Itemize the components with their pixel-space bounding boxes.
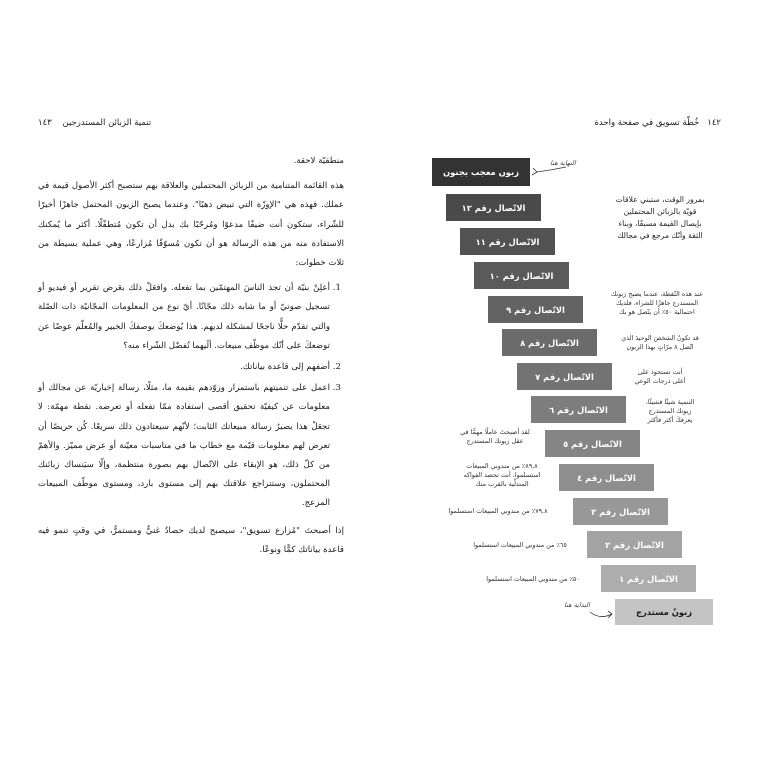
- start-label: البداية هنا: [564, 601, 590, 609]
- step-3: 3. اعمل على تنميتهم باستمرار وزوّدهم بقيمة ما، مثلًا، رسالة إخباريّة عن مجالك أو معلومات عن كيفيّة تحقيق أقصى استفادة ممّا تفعله أو تعرضه. نقطة مهمّة: لا تجعَلْ هذا يصيرُ رسالة مبيعاتك الثابت؛ لأنّهم سيعتادون ذلك سريعًا. كُن حريصًا أن تعرض لهم معلومات قيّمة مع خطاب ما في مناسبات معيّنة أو عرض مميّز. والأهمّ من كلّ ذلك، هو الإبقاء على الاتّصال بهم بصورة منتظمة، وإلّا سيَنساك زبائنك المحتملون، وستتراجع علاقتك بهم إلى مستوى بارد، ومستوى موظّف المبيعات المزعج.: [38, 379, 330, 513]
- paragraph-1: هذه القائمة المتنامية من الزبائن المحتملين والعلاقة بهم ستصبح أكثر الأصول قيمة في عملك. فهذه هي "الإوزّة التي تبيض ذهبًا". وعندما يصبح الزبون المحتمل جاهزًا أخيرًا للشّراء، ستكون أنت ضيفًا مدعوًا ومُرحّبًا بك بدل أن تكون مُتطفّلًا. أكثر ما يُمكنك الاستفادة منه من هذه الرسالة هو أن تكون مُسوّقًا مُزارعًا، وهي عملية بسيطة من ثلاث خطوات:: [38, 181, 344, 269]
- note-stair-6: التنمية شيئًا فشيئًا، زبونك المستدرج يعرفكَ أكثر فأكثر: [645, 398, 695, 424]
- left-page-title: تنمية الزبائن المستدرجين: [62, 118, 152, 128]
- stair-2: الاتّصال رقم ٢: [587, 531, 682, 558]
- bottom-box: زبونٌ مستدرج: [615, 599, 713, 625]
- end-label: النهاية هنا: [550, 159, 576, 167]
- stair-5: الاتّصال رقم ٥: [545, 430, 640, 457]
- step-1: 1. أعلِنْ بنيّة أن تجذ الناسَ المهتمّين بما تفعله. وافعَلْ ذلك بعَرض تقرير أو فيديو أو تسجيل صوتيّ أو ما شابه ذلك مجّانًا. أيّ نوع من المعلومات المجّانيّة ذات الصّلة والتي تقدّم حلًّا ناجحًا لمشكلة لديهم. هذا يُوضعكَ بوصفكَ الخبير والمُعلّم عوضًا عن توضعكَ على أنّك موظّف مبيعات. ألَيهما تُفضّل الشّراء منه؟: [38, 279, 330, 356]
- big-note: بمرور الوقت، ستبني علاقات قويّة بالزبائن المحتملين بإيصال القيمة مسبقًا، وبناء الثقة وأنّك مرجع في مجالك: [615, 195, 705, 240]
- stair-12: الاتّصال رقم ١٢: [446, 194, 541, 221]
- note-stair-3: ٧٩,٨٪ من مندوبي المبيعات استسلموا: [448, 507, 548, 515]
- note-stair-5: لقد أصبحتَ عاملًا مهمًّا في عقل زبونك المستدرج: [460, 428, 530, 445]
- stair-1: الاتّصال رقم ١: [601, 565, 696, 592]
- note-stair-4: ٨٩,٨٪ من مندوبي المبيعات استسلموا، أنت تحصد الفواكه المتدلّية بالقرب منك: [463, 462, 541, 488]
- stair-4: الاتّصال رقم ٤: [559, 464, 654, 491]
- note-stair-9: عند هذه النّقطة، عندما يصبح زبونك المستدرج جاهزًا للشراء، فلديك احتمالية ٥٠٪ أن يتّصل هو بك: [610, 290, 704, 316]
- note-stair-2: ٦٥٪ من مندوبي المبيعات استسلموا: [473, 541, 567, 549]
- stair-11: الاتّصال رقم ١١: [460, 228, 555, 255]
- start-arrow: [590, 612, 612, 617]
- stair-7: الاتّصال رقم ٧: [517, 363, 612, 390]
- note-stair-7: أنت تستحوذ على أعلى درجات الوعي: [634, 368, 686, 385]
- right-page-number: ١٤٢: [707, 118, 721, 128]
- note-stair-8: قد تكونُ الشخصَ الوحيدَ الذي اتّصل ٨ مرّاتٍ بهذا الزبون: [621, 334, 699, 351]
- left-page-number: ١٤٣: [38, 118, 52, 128]
- stair-6: الاتّصال رقم ٦: [531, 396, 626, 423]
- note-stair-1: ٥٠٪ من مندوبي المبيعات استسلموا: [486, 575, 580, 583]
- end-arrow: [537, 167, 566, 172]
- step-2: 2. أضفهم إلى قاعدة بياناتك.: [38, 358, 330, 377]
- top-box: زبون معجب بجنون: [432, 158, 530, 186]
- stair-8: الاتّصال رقم ٨: [502, 329, 597, 356]
- stair-9: الاتّصال رقم ٩: [488, 296, 583, 323]
- stair-3: الاتّصال رقم ٣: [573, 498, 668, 525]
- closing-paragraph: إذا أصبحتَ "مُزارع تسويق"، سيصبح لديك حصادٌ غنيٌّ ومستمرٌّ، في وقتٍ تنمو فيه قاعدة بياناتك كمًّا ونوعًا.: [38, 525, 344, 555]
- stair-10: الاتّصال رقم ١٠: [474, 262, 569, 289]
- intro-line: منطقيّة لاحقة.: [293, 156, 344, 166]
- right-page-title: خُطّة تسويق في صفحة واحدة: [594, 118, 700, 128]
